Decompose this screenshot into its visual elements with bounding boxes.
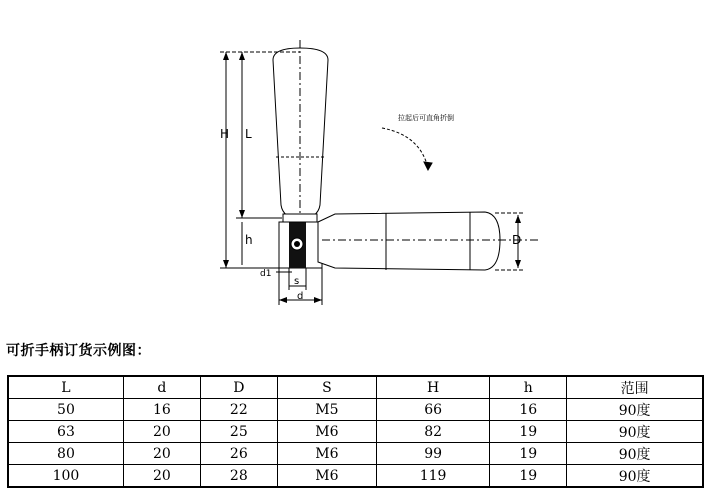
cell-D: 22 [200,399,277,421]
label-H: H [220,127,230,141]
cell-S: M6 [277,421,376,443]
header-H: H [376,376,489,399]
cell-H: 99 [376,443,489,465]
rotation-arrow [382,128,432,170]
table-row [8,421,703,443]
cell-H: 82 [376,421,489,443]
cell-h: 19 [490,465,567,488]
fold-note: 拉起后可直角折倒 [398,114,454,122]
header-d: d [123,376,200,399]
cell-S: M6 [277,443,376,465]
cell-L: 80 [8,443,123,465]
cell-L: 50 [8,399,123,421]
cell-range: 90度 [567,421,703,443]
cell-S: M5 [277,399,376,421]
cell-d: 20 [123,421,200,443]
cell-H: 119 [376,465,489,488]
vertical-handle-outline [273,40,328,230]
spec-table [7,375,704,488]
label-h: h [245,233,253,247]
cell-L: 63 [8,421,123,443]
cell-h: 19 [490,443,567,465]
caption: 可折手柄订货示例图： [6,343,151,359]
label-d: d [297,291,304,302]
hub-block [279,214,322,268]
cell-S: M6 [277,465,376,488]
cell-d: 20 [123,465,200,488]
cell-range: 90度 [567,443,703,465]
header-S: S [277,376,376,399]
header-h: h [490,376,567,399]
cell-L: 100 [8,465,123,488]
cell-h: 16 [490,399,567,421]
cell-D: 26 [200,443,277,465]
label-d1: d1 [260,269,272,279]
label-L: L [245,127,252,141]
cell-range: 90度 [567,465,703,488]
table-row [8,443,703,465]
label-s: s [294,276,300,287]
cell-range: 90度 [567,399,703,421]
header-L: L [8,376,123,399]
cell-h: 19 [490,421,567,443]
label-D: D [512,233,522,247]
table-row [8,465,703,488]
cell-d: 20 [123,443,200,465]
horizontal-handle [318,212,540,270]
table-row [8,399,703,421]
header-D: D [200,376,277,399]
cell-H: 66 [376,399,489,421]
cell-d: 16 [123,399,200,421]
table-header-row [8,376,703,399]
header-range: 范围 [567,376,703,399]
cell-D: 25 [200,421,277,443]
cell-D: 28 [200,465,277,488]
